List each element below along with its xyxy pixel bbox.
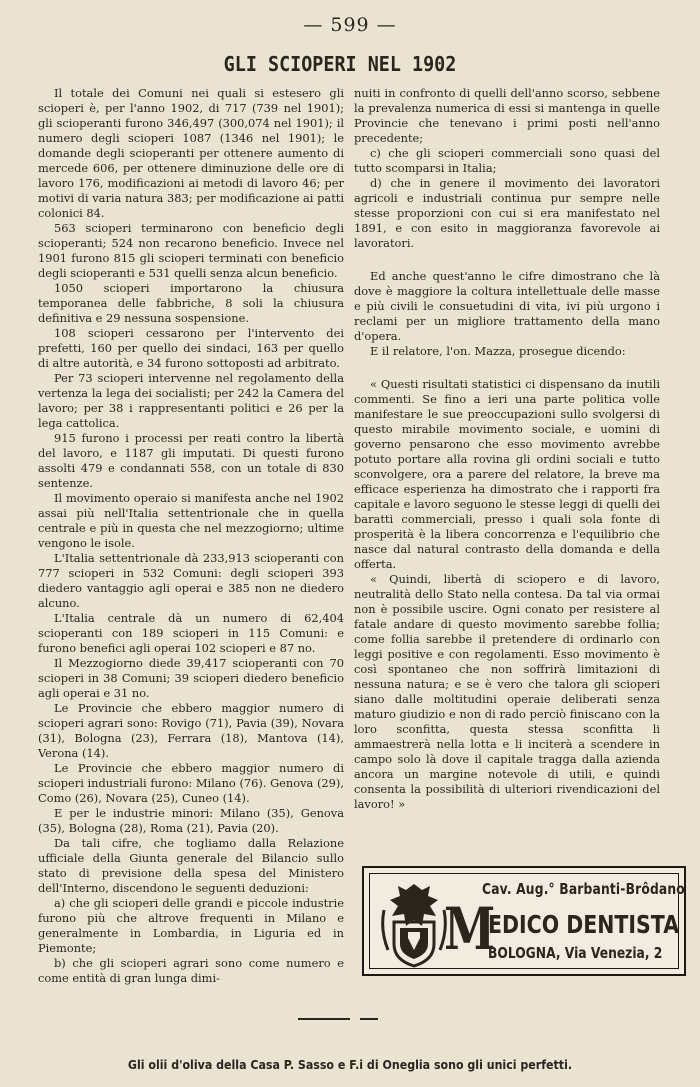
section-divider — [360, 1018, 378, 1020]
spacer — [354, 251, 660, 269]
dentist-name: Cav. Aug.° Barbanti-Brôdano — [482, 880, 685, 898]
paragraph: Da tali cifre, che togliamo dalla Relazione ufficiale della Giunta generale del Bilancio sullo stato di previsione della spesa del Ministero dell'Interno, discendono le seguenti deduzioni: — [38, 836, 344, 895]
paragraph: nuiti in confronto di quelli dell'anno scorso, sebbene la prevalenza numerica di essi si mantenga in quelle Provincie che tenevano i primi posti nell'anno precedente; — [354, 86, 660, 145]
ad-profession: EDICO DENTISTA — [488, 910, 680, 939]
ad-frame — [369, 873, 685, 969]
left-column — [38, 86, 344, 986]
paragraph: 915 furono i processi per reati contro la libertà del lavoro, e 1187 gli imputati. Di questi furono assolti 479 e condannati 558, con un totale di 830 sentenze. — [38, 431, 344, 490]
paragraph: E il relatore, l'on. Mazza, prosegue dicendo: — [370, 344, 626, 358]
paragraph: a) che gli scioperi delle grandi e piccole industrie furono più che altrove frequenti in Milano e generalmente in Lombardia, in Liguria ed in Piemonte; — [38, 896, 344, 955]
paragraph: L'Italia centrale dà un numero di 62,404 scioperanti con 189 scioperi in 115 Comuni: e furono benefici agli operai 102 scioperi e 87 no. — [38, 611, 344, 655]
spacer — [354, 359, 660, 377]
section-divider — [298, 1018, 350, 1020]
paragraph: b) che gli scioperi agrari sono come numero e come entità di gran lunga dimi- — [38, 956, 344, 985]
right-column — [354, 86, 660, 812]
paragraph: E per le industrie minori: Milano (35), Genova (35), Bologna (28), Roma (21), Pavia (20). — [38, 806, 344, 835]
quoted-paragraph: « Questi risultati statistici ci dispensano da inutili commenti. Se fino a ieri una parte politica volle manifestare le sue preoccupazioni sullo svolgersi di questo mirabile movimento sociale, e uomini di governo pensarono che esso movimento avrebbe potuto portare alla rovina gli ordini sociali e tutto sconvolgere, ora a parere del relatore, la breve ma efficace esperienza ha dimostrato che i rapporti fra capitale e lavoro seguono le stesse leggi di quelli dei baratti commerciali, presso i quali sola fonte di prosperità è la libera concorrenza e l'equilibrio che nasce dal natural contrasto della domanda e della offerta. — [354, 377, 660, 571]
ad-address: BOLOGNA, Via Venezia, 2 — [488, 944, 663, 962]
paragraph: 1050 scioperi importarono la chiusura temporanea delle fabbriche, 8 soli la chiusura definitiva e 29 nessuna sospensione. — [38, 281, 344, 325]
paragraph: 108 scioperi cessarono per l'intervento dei prefetti, 160 per quello dei sindaci, 163 per quello di altre autorità, e 34 furono sottoposti ad arbitrato. — [38, 326, 344, 370]
paragraph: Ed anche quest'anno le cifre dimostrano che là dove è maggiore la coltura intellettuale delle masse e più civili le consuetudini di vita, ivi più urgono i reclami per un migliore trattamento della mano d'opera. — [354, 269, 660, 343]
paragraph: 563 scioperi terminarono con beneficio degli scioperanti; 524 non recarono beneficio. Invece nel 1901 furono 815 gli scioperi terminati con beneficio degli scioperanti e 531 quelli senza alcun beneficio. — [38, 221, 344, 280]
paragraph: Le Provincie che ebbero maggior numero di scioperi industriali furono: Milano (76). Genova (29), Como (26), Novara (25), Cuneo (14). — [38, 761, 344, 805]
ad-initial: M — [444, 895, 496, 963]
paragraph: d) che in genere il movimento dei lavoratori agricoli e industriali continua pur sempre nelle stesse proporzioni con cui si era manifestato nel 1891, e con esito in maggioranza favorevole ai lavoratori. — [354, 176, 660, 250]
paragraph: c) che gli scioperi commerciali sono quasi del tutto scomparsi in Italia; — [354, 146, 660, 175]
article-title: GLI SCIOPERI NEL 1902 — [223, 52, 457, 76]
paragraph: Le Provincie che ebbero maggior numero di scioperi agrari sono: Rovigo (71), Pavia (39), Novara (31), Bologna (23), Ferrara (18), Mantova (14), Verona (14). — [38, 701, 344, 760]
dentist-advertisement — [362, 866, 686, 976]
paragraph: Il movimento operaio si manifesta anche nel 1902 assai più nell'Italia settentrionale che in quella centrale e più in questa che nel mezzogiorno; ultime vengono le isole. — [38, 491, 344, 550]
paragraph: Il totale dei Comuni nei quali si estesero gli scioperi è, per l'anno 1902, di 717 (739 nel 1901); gli scioperanti furono 346,497 (300,074 nel 1901); il numero degli scioperi 1087 (1346 nel 1901); le domande degli scioperanti per ottenere aumento di mercede 606, per ottenere diminuzione delle ore di lavoro 176, modificazioni ai metodi di lavoro 46; per motivi di varia natura 383; per modificazione ai patti colonici 84. — [38, 86, 344, 220]
footer-advertisement: Gli olii d'oliva della Casa P. Sasso e F.i di Oneglia sono gli unici perfetti. — [127, 1058, 573, 1072]
coat-of-arms-icon — [378, 880, 450, 970]
quoted-paragraph: « Quindi, libertà di sciopero e di lavoro, neutralità dello Stato nella contesa. Da tal via ormai non è possibile uscire. Ogni conato per resistere al fatale andare di questo movimento sarebbe follia; come follia sarebbe il pretendere di ordinarlo con leggi positive e con regolamenti. Esso movimento è così spontaneo che non soffrirà limitazioni di nessuna natura; e se è vero che talora gli scioperi siano dalle moltitudini operaie deliberati senza maturo giudizio e non di rado perciò finiscano con la loro sconfitta, questa stessa sconfitta li ammaestrerà nella lotta e li inciterà a scendere in campo solo là dove il capitale tragga dalla azienda ancora un margine notevole di utili, e quindi consenta la possibilità di ulteriori rivendicazioni del lavoro! » — [354, 572, 660, 811]
paragraph: Per 73 scioperi intervenne nel regolamento della vertenza la lega dei socialisti; per 242 la Camera del lavoro; per 38 i rappresentanti politici e 26 per la lega cattolica. — [38, 371, 344, 430]
page-number: — 599 — — [303, 14, 397, 36]
paragraph: Il Mezzogiorno diede 39,417 scioperanti con 70 scioperi in 38 Comuni; 39 scioperi diedero beneficio agli operai e 31 no. — [38, 656, 344, 700]
paragraph: L'Italia settentrionale dà 233,913 scioperanti con 777 scioperi in 532 Comuni: degli scioperi 393 diedero vantaggio agli operai e 385 non ne diedero alcuno. — [38, 551, 344, 610]
